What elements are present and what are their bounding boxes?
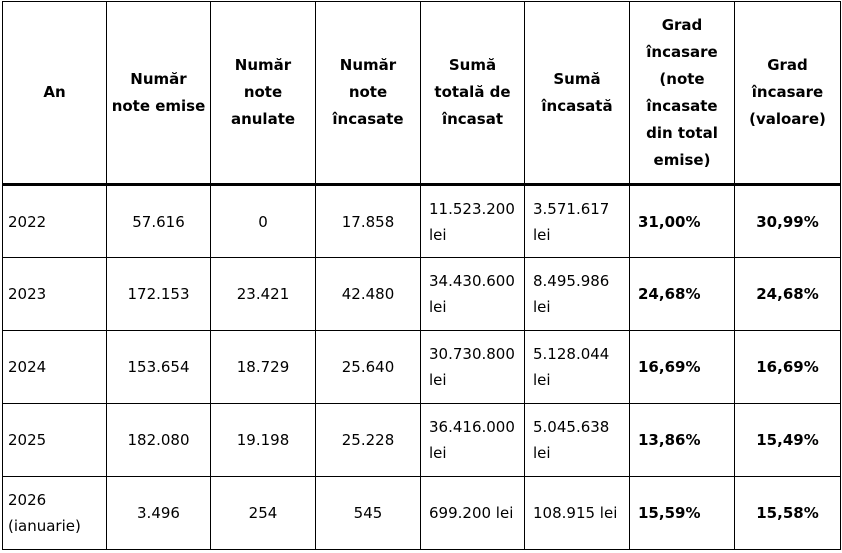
cell-incasate: 545: [316, 477, 421, 550]
cell-anulate: 23.421: [211, 258, 316, 331]
cell-incasate: 17.858: [316, 185, 421, 258]
cell-total: 699.200 lei: [421, 477, 525, 550]
cell-anulate: 19.198: [211, 404, 316, 477]
cell-incasate: 25.228: [316, 404, 421, 477]
header-note-anulate: Număr note anulate: [211, 2, 316, 185]
cell-total: 30.730.800 lei: [421, 331, 525, 404]
cell-grad-valoare: 15,58%: [735, 477, 841, 550]
cell-incasata: 8.495.986 lei: [525, 258, 630, 331]
cell-emise: 3.496: [107, 477, 211, 550]
cell-incasata: 5.045.638 lei: [525, 404, 630, 477]
cell-year: 2024: [3, 331, 107, 404]
cell-year: 2022: [3, 185, 107, 258]
header-grad-valoare: Grad încasare (valoare): [735, 2, 841, 185]
cell-grad-note: 31,00%: [630, 185, 735, 258]
cell-grad-valoare: 24,68%: [735, 258, 841, 331]
cell-emise: 172.153: [107, 258, 211, 331]
cell-anulate: 254: [211, 477, 316, 550]
cell-grad-valoare: 15,49%: [735, 404, 841, 477]
table-row: [3, 258, 841, 331]
header-suma-incasata: Sumă încasată: [525, 2, 630, 185]
cell-incasata: 5.128.044 lei: [525, 331, 630, 404]
cell-year: 2023: [3, 258, 107, 331]
table-row: [3, 331, 841, 404]
cell-year: 2026 (ianuarie): [3, 477, 107, 550]
cell-incasate: 42.480: [316, 258, 421, 331]
cell-incasate: 25.640: [316, 331, 421, 404]
cell-emise: 153.654: [107, 331, 211, 404]
header-row: [3, 2, 841, 185]
collection-table: [2, 1, 841, 550]
cell-anulate: 0: [211, 185, 316, 258]
cell-anulate: 18.729: [211, 331, 316, 404]
cell-incasata: 3.571.617 lei: [525, 185, 630, 258]
table-row: [3, 185, 841, 258]
header-grad-note: Grad încasare (note încasate din total emise): [630, 2, 735, 185]
cell-emise: 57.616: [107, 185, 211, 258]
cell-grad-note: 16,69%: [630, 331, 735, 404]
header-note-emise: Număr note emise: [107, 2, 211, 185]
cell-year: 2025: [3, 404, 107, 477]
cell-grad-valoare: 16,69%: [735, 331, 841, 404]
cell-grad-valoare: 30,99%: [735, 185, 841, 258]
cell-grad-note: 24,68%: [630, 258, 735, 331]
cell-total: 11.523.200 lei: [421, 185, 525, 258]
header-suma-totala: Sumă totală de încasat: [421, 2, 525, 185]
cell-total: 36.416.000 lei: [421, 404, 525, 477]
header-note-incasate: Număr note încasate: [316, 2, 421, 185]
table-row: [3, 477, 841, 550]
cell-incasata: 108.915 lei: [525, 477, 630, 550]
cell-emise: 182.080: [107, 404, 211, 477]
cell-grad-note: 15,59%: [630, 477, 735, 550]
cell-total: 34.430.600 lei: [421, 258, 525, 331]
table-row: [3, 404, 841, 477]
header-an: An: [3, 2, 107, 185]
cell-grad-note: 13,86%: [630, 404, 735, 477]
